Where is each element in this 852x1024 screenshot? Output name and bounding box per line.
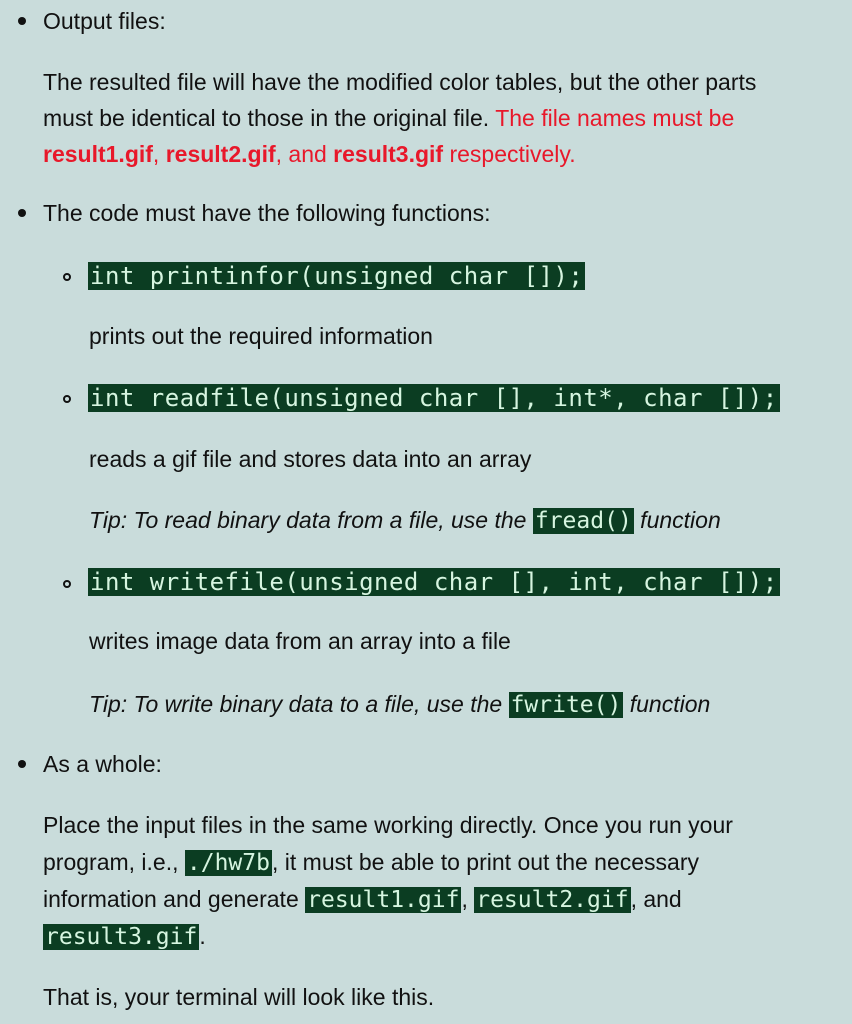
whole-line-3	[43, 881, 682, 918]
result3-filename: result3.gif	[333, 141, 444, 167]
result3-code: result3.gif	[45, 924, 198, 950]
writefile-code: int writefile(unsigned char [], int, char []);	[90, 568, 778, 596]
heading-as-a-whole: As a whole:	[43, 751, 162, 777]
whole-text-3b: , and	[630, 886, 682, 912]
hw7b-code: ./hw7b	[186, 850, 270, 876]
sep-1: ,	[152, 141, 166, 167]
whole-text-3a: information and generate	[43, 886, 306, 912]
readfile-signature	[88, 382, 780, 414]
result1-code: result1.gif	[307, 887, 460, 913]
writefile-tip-before: Tip: To write binary data to a file, use the	[89, 691, 509, 717]
output-files-red-note: The file names must be	[495, 105, 735, 131]
result1-filename: result1.gif	[43, 141, 153, 167]
printinfor-signature	[88, 260, 585, 292]
whole-line-4	[43, 918, 206, 955]
fwrite-code: fwrite()	[510, 692, 622, 718]
printinfor-description: prints out the required information	[89, 323, 433, 349]
printinfor-code: int printinfor(unsigned char []);	[90, 262, 584, 290]
whole-line-2	[43, 844, 699, 881]
output-files-line-1	[43, 64, 756, 100]
whole-text-3-sep: ,	[461, 886, 475, 912]
whole-text-2b: , it must be able to print out the necessary	[271, 849, 699, 875]
heading-output-files: Output files:	[43, 8, 166, 34]
writefile-signature	[88, 566, 780, 598]
whole-text-1: Place the input files in the same working directly. Once you run your	[43, 812, 733, 838]
bullet-as-a-whole	[18, 760, 26, 768]
whole-line-5	[43, 979, 434, 1015]
readfile-description: reads a gif file and stores data into an array	[89, 446, 532, 472]
writefile-description: writes image data from an array into a file	[89, 628, 511, 654]
bullet-functions	[18, 209, 26, 217]
whole-line-1	[43, 807, 733, 843]
readfile-code: int readfile(unsigned char [], int*, char []);	[90, 384, 778, 412]
readfile-tip	[89, 505, 721, 536]
readfile-tip-before: Tip: To read binary data from a file, use the	[89, 507, 533, 533]
subbullet-readfile	[63, 395, 71, 403]
result2-code: result2.gif	[476, 887, 629, 913]
writefile-tip	[89, 689, 710, 720]
sep-2: , and	[275, 141, 334, 167]
output-files-text-1: The resulted file will have the modified color tables, but the other parts	[43, 69, 757, 95]
output-files-line-2	[43, 100, 734, 136]
result2-filename: result2.gif	[165, 141, 276, 167]
whole-text-4-end: .	[199, 923, 206, 949]
heading-functions: The code must have the following functions:	[43, 200, 491, 226]
output-files-text-2: must be identical to those in the original file.	[43, 105, 496, 131]
subbullet-printinfor	[63, 273, 71, 281]
writefile-tip-after: function	[623, 691, 711, 717]
output-files-line-3	[43, 136, 576, 172]
fread-code: fread()	[534, 508, 632, 534]
whole-text-2a: program, i.e.,	[43, 849, 185, 875]
readfile-tip-after: function	[633, 507, 721, 533]
bullet-output-files	[18, 17, 26, 25]
whole-text-5: That is, your terminal will look like this.	[43, 984, 435, 1010]
respectively-text: respectively.	[443, 141, 576, 167]
subbullet-writefile	[63, 580, 71, 588]
